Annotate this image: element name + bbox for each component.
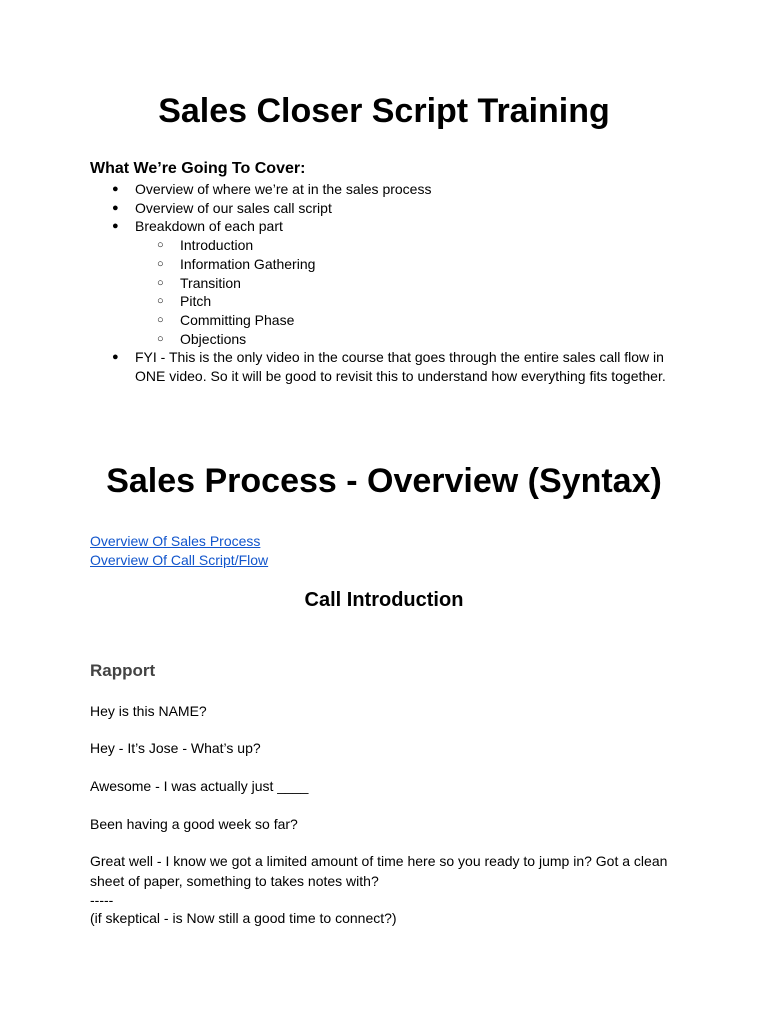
list-item — [90, 217, 670, 348]
script-line: Hey is this NAME? — [90, 703, 207, 719]
sub-list-item-text: Objections — [180, 330, 247, 347]
sub-list-item — [135, 274, 670, 293]
sub-list-item-text: Transition — [180, 274, 241, 291]
sub-list-item — [135, 236, 670, 255]
list-item-text: FYI - This is the only video in the course that goes through the entire sales call flow in ONE video. So it will be good to revisit this to understand how everything fits together. — [135, 349, 666, 385]
cover-list — [90, 180, 670, 386]
list-item — [90, 348, 670, 385]
sub-list-item-text: Information Gathering — [180, 255, 316, 272]
script-line: Awesome - I was actually just ____ — [90, 778, 309, 794]
sub-list-item-text: Committing Phase — [180, 311, 295, 328]
list-item-text: Breakdown of each part — [135, 218, 283, 235]
sub-list-item — [135, 255, 670, 274]
sub-list-item-text: Pitch — [180, 293, 212, 310]
call-introduction-title: Call Introduction — [304, 589, 464, 611]
script-line: Hey - It’s Jose - What’s up? — [90, 740, 261, 756]
cover-heading: What We’re Going To Cover: — [90, 160, 306, 177]
link-call-script-overview[interactable]: Overview Of Call Script/Flow — [90, 552, 269, 568]
list-item-text: Overview of our sales call script — [135, 199, 332, 216]
script-line: Been having a good week so far? — [90, 816, 298, 832]
divider-line: ----- — [90, 892, 114, 908]
section-title: Sales Process - Overview (Syntax) — [106, 462, 662, 500]
sub-list-item — [135, 292, 670, 311]
rapport-heading: Rapport — [90, 661, 156, 680]
list-item-text: Overview of where we’re at in the sales process — [135, 181, 432, 197]
list-item — [90, 180, 670, 199]
list-item — [90, 199, 670, 218]
page-title: Sales Closer Script Training — [158, 92, 610, 130]
link-sales-process-overview[interactable]: Overview Of Sales Process — [90, 533, 261, 549]
sub-list — [135, 236, 670, 348]
script-line: (if skeptical - is Now still a good time to connect?) — [90, 910, 397, 926]
sub-list-item — [135, 330, 670, 349]
overview-links — [90, 532, 268, 570]
sub-list-item — [135, 311, 670, 330]
sub-list-item-text: Introduction — [180, 237, 254, 254]
script-line: Great well - I know we got a limited amount of time here so you ready to jump in? Got a clean sheet of paper, something to takes notes with? — [90, 853, 668, 889]
